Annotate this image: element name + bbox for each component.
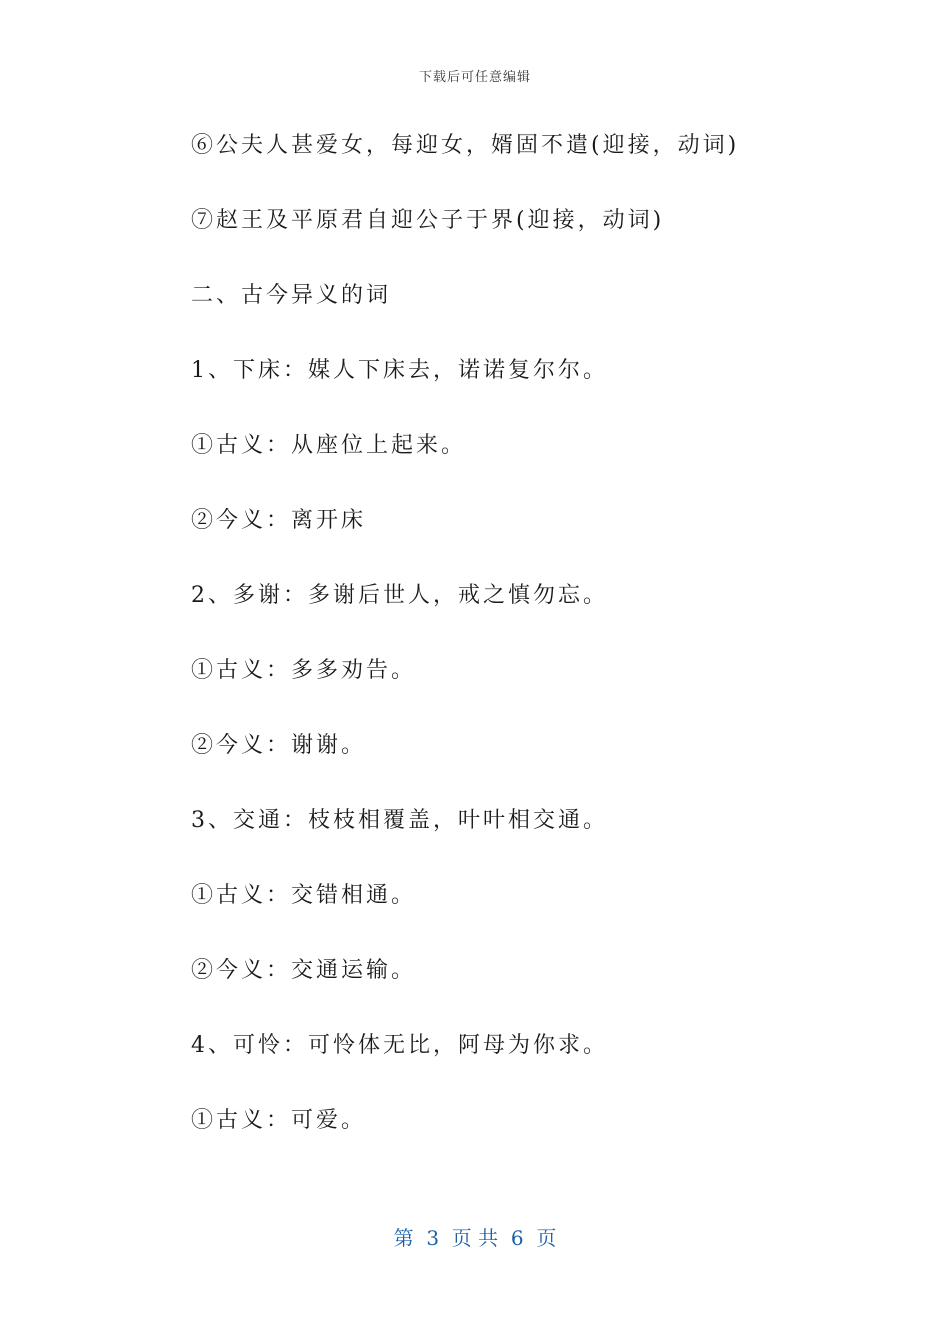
text-line: 1、下床：媒人下床去，诺诺复尔尔。 [191, 358, 608, 383]
text-line: ①古义：多多劝告。 [191, 658, 417, 683]
page-footer: 第 3 页 共 6 页 [393, 1226, 557, 1250]
text-line: ②今义：离开床 [191, 508, 367, 533]
page-header: 下载后可任意编辑 [418, 70, 531, 85]
text-line: ①古义：可爱。 [191, 1108, 367, 1133]
text-line: 3、交通：枝枝相覆盖，叶叶相交通。 [191, 808, 608, 833]
text-line: 4、可怜：可怜体无比，阿母为你求。 [191, 1033, 608, 1058]
document-body [191, 125, 871, 1175]
section-heading: 二、古今异义的词 [191, 283, 392, 308]
text-line: ①古义：从座位上起来。 [191, 433, 467, 458]
text-line: ⑦赵王及平原君自迎公子于界(迎接，动词) [191, 208, 665, 233]
text-line: ⑥公夫人甚爱女，每迎女，婿固不遣(迎接，动词) [191, 133, 740, 158]
text-line: ②今义：交通运输。 [191, 958, 417, 983]
text-line: ②今义：谢谢。 [191, 733, 367, 758]
text-line: 2、多谢：多谢后世人，戒之慎勿忘。 [191, 583, 608, 608]
text-line: ①古义：交错相通。 [191, 883, 417, 908]
